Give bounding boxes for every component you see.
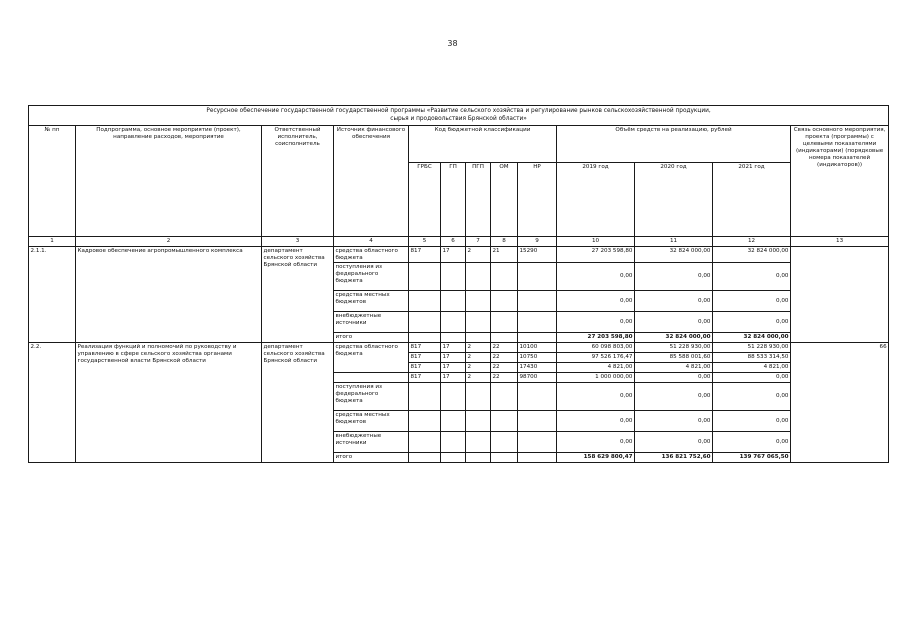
section-number: 2.1.1. (29, 247, 76, 343)
header-2021: 2021 год (713, 163, 791, 237)
col-number: 7 (466, 237, 491, 247)
code-grbs: 817 (409, 363, 441, 373)
amount-2019: 0,00 (557, 383, 635, 411)
col-number: 8 (491, 237, 518, 247)
code-om: 22 (491, 363, 518, 373)
amount-2019: 1 000 000,00 (557, 373, 635, 383)
source-label: внебюджетные источники (334, 432, 409, 453)
amount-2019: 60 098 803,00 (557, 343, 635, 353)
code-gp: 17 (441, 247, 466, 263)
code-gp: 17 (441, 363, 466, 373)
col-number: 9 (518, 237, 557, 247)
section-responsible: департамент сельского хозяйства Брянской области (262, 247, 334, 343)
amount-2020: 0,00 (635, 373, 713, 383)
source-label: средства местных бюджетов (334, 411, 409, 432)
col-number: 5 (409, 237, 441, 247)
header-nr: НР (518, 163, 557, 237)
section-indicator (791, 247, 889, 343)
code-grbs: 817 (409, 247, 441, 263)
header-num: № пп (29, 126, 76, 237)
header-grbs: ГРБС (409, 163, 441, 237)
amount-2021: 0,00 (713, 373, 791, 383)
amount-2020: 51 228 930,00 (635, 343, 713, 353)
amount-2020: 0,00 (635, 411, 713, 432)
code-nr: 10750 (518, 353, 557, 363)
amount-2019: 0,00 (557, 263, 635, 291)
section-name: Кадровое обеспечение агропромышленного комплекса (76, 247, 262, 343)
total-label: итого (334, 333, 409, 343)
table-title-line2: сырья и продовольствия Брянской области» (390, 115, 527, 122)
code-pgp: 2 (466, 247, 491, 263)
header-responsible: Ответственный исполнитель, соисполнитель (262, 126, 334, 237)
source-label: средства областного бюджета (334, 343, 409, 373)
col-number: 6 (441, 237, 466, 247)
code-grbs: 817 (409, 343, 441, 353)
amount-2019: 0,00 (557, 432, 635, 453)
total-2021: 139 767 065,50 (713, 453, 791, 463)
total-2019: 27 203 598,80 (557, 333, 635, 343)
code-pgp: 2 (466, 353, 491, 363)
amount-2020: 0,00 (635, 263, 713, 291)
amount-2020: 4 821,00 (635, 363, 713, 373)
amount-2019: 0,00 (557, 312, 635, 333)
amount-2019: 27 203 598,80 (557, 247, 635, 263)
amount-2019: 0,00 (557, 411, 635, 432)
header-source: Источник финансового обеспечения (334, 126, 409, 237)
col-number: 11 (635, 237, 713, 247)
total-2020: 136 821 752,60 (635, 453, 713, 463)
amount-2020: 0,00 (635, 383, 713, 411)
code-gp: 17 (441, 353, 466, 363)
amount-2021: 0,00 (713, 383, 791, 411)
col-number: 12 (713, 237, 791, 247)
table-row (29, 247, 889, 263)
table-row (29, 343, 889, 353)
source-label: средства областного бюджета (334, 247, 409, 263)
source-label: внебюджетные источники (334, 312, 409, 333)
amount-2019: 0,00 (557, 291, 635, 312)
total-label: итого (334, 453, 409, 463)
code-pgp: 2 (466, 363, 491, 373)
section-responsible: департамент сельского хозяйства Брянской области (262, 343, 334, 463)
header-link: Связь основного мероприятия, проекта (программы) с целевыми показателями (индикаторами) (порядковые номера показателей (индикаторов)) (791, 126, 889, 237)
amount-2019: 97 526 176,47 (557, 353, 635, 363)
amount-2020: 85 588 001,60 (635, 353, 713, 363)
col-number: 13 (791, 237, 889, 247)
code-gp: 17 (441, 343, 466, 353)
source-label: поступления из федерального бюджета (334, 383, 409, 411)
col-number: 3 (262, 237, 334, 247)
source-label: поступления из федерального бюджета (334, 263, 409, 291)
amount-2021: 32 824 000,00 (713, 247, 791, 263)
header-gp: ГП (441, 163, 466, 237)
code-nr: 17430 (518, 363, 557, 373)
amount-2020: 0,00 (635, 312, 713, 333)
amount-2021: 4 821,00 (713, 363, 791, 373)
code-pgp: 2 (466, 343, 491, 353)
header-subprogram: Подпрограмма, основное мероприятие (проект), направление расходов, мероприятие (76, 126, 262, 237)
code-grbs: 817 (409, 373, 441, 383)
total-2020: 32 824 000,00 (635, 333, 713, 343)
table-title-line1: Ресурсное обеспечение государственной государственной программы «Развитие сельского хозяйства и регулирование рынков сельскохозяйственной продукции, (206, 108, 711, 115)
amount-2021: 0,00 (713, 291, 791, 312)
header-2019: 2019 год (557, 163, 635, 237)
code-nr: 10100 (518, 343, 557, 353)
source-label: средства местных бюджетов (334, 291, 409, 312)
amount-2021: 88 533 314,50 (713, 353, 791, 363)
code-om: 22 (491, 343, 518, 353)
header-pgp: ПГП (466, 163, 491, 237)
section-indicator: 66 (791, 343, 889, 463)
amount-2021: 0,00 (713, 263, 791, 291)
amount-2021: 0,00 (713, 432, 791, 453)
code-nr: 98700 (518, 373, 557, 383)
header-om: ОМ (491, 163, 518, 237)
code-om: 22 (491, 353, 518, 363)
amount-2021: 0,00 (713, 411, 791, 432)
column-number-row (29, 237, 889, 247)
table-title (29, 106, 889, 126)
resource-table (28, 105, 889, 463)
total-2021: 32 824 000,00 (713, 333, 791, 343)
amount-2020: 32 824 000,00 (635, 247, 713, 263)
header-volume: Объём средств на реализацию, рублей (557, 126, 791, 163)
code-om: 22 (491, 373, 518, 383)
col-number: 2 (76, 237, 262, 247)
code-gp: 17 (441, 373, 466, 383)
header-budget-code: Код бюджетной классификации (409, 126, 557, 163)
amount-2020: 0,00 (635, 432, 713, 453)
code-om: 21 (491, 247, 518, 263)
header-2020: 2020 год (635, 163, 713, 237)
amount-2021: 0,00 (713, 312, 791, 333)
col-number: 4 (334, 237, 409, 247)
code-nr: 15290 (518, 247, 557, 263)
code-grbs: 817 (409, 353, 441, 363)
col-number: 10 (557, 237, 635, 247)
amount-2021: 51 228 930,00 (713, 343, 791, 353)
section-number: 2.2. (29, 343, 76, 463)
total-2019: 158 629 800,47 (557, 453, 635, 463)
code-pgp: 2 (466, 373, 491, 383)
col-number: 1 (29, 237, 76, 247)
section-name: Реализация функций и полномочий по руководству и управлению в сфере сельского хозяйства органами государственной власти Брянской области (76, 343, 262, 463)
amount-2019: 4 821,00 (557, 363, 635, 373)
page-number: 38 (447, 39, 458, 48)
amount-2020: 0,00 (635, 291, 713, 312)
